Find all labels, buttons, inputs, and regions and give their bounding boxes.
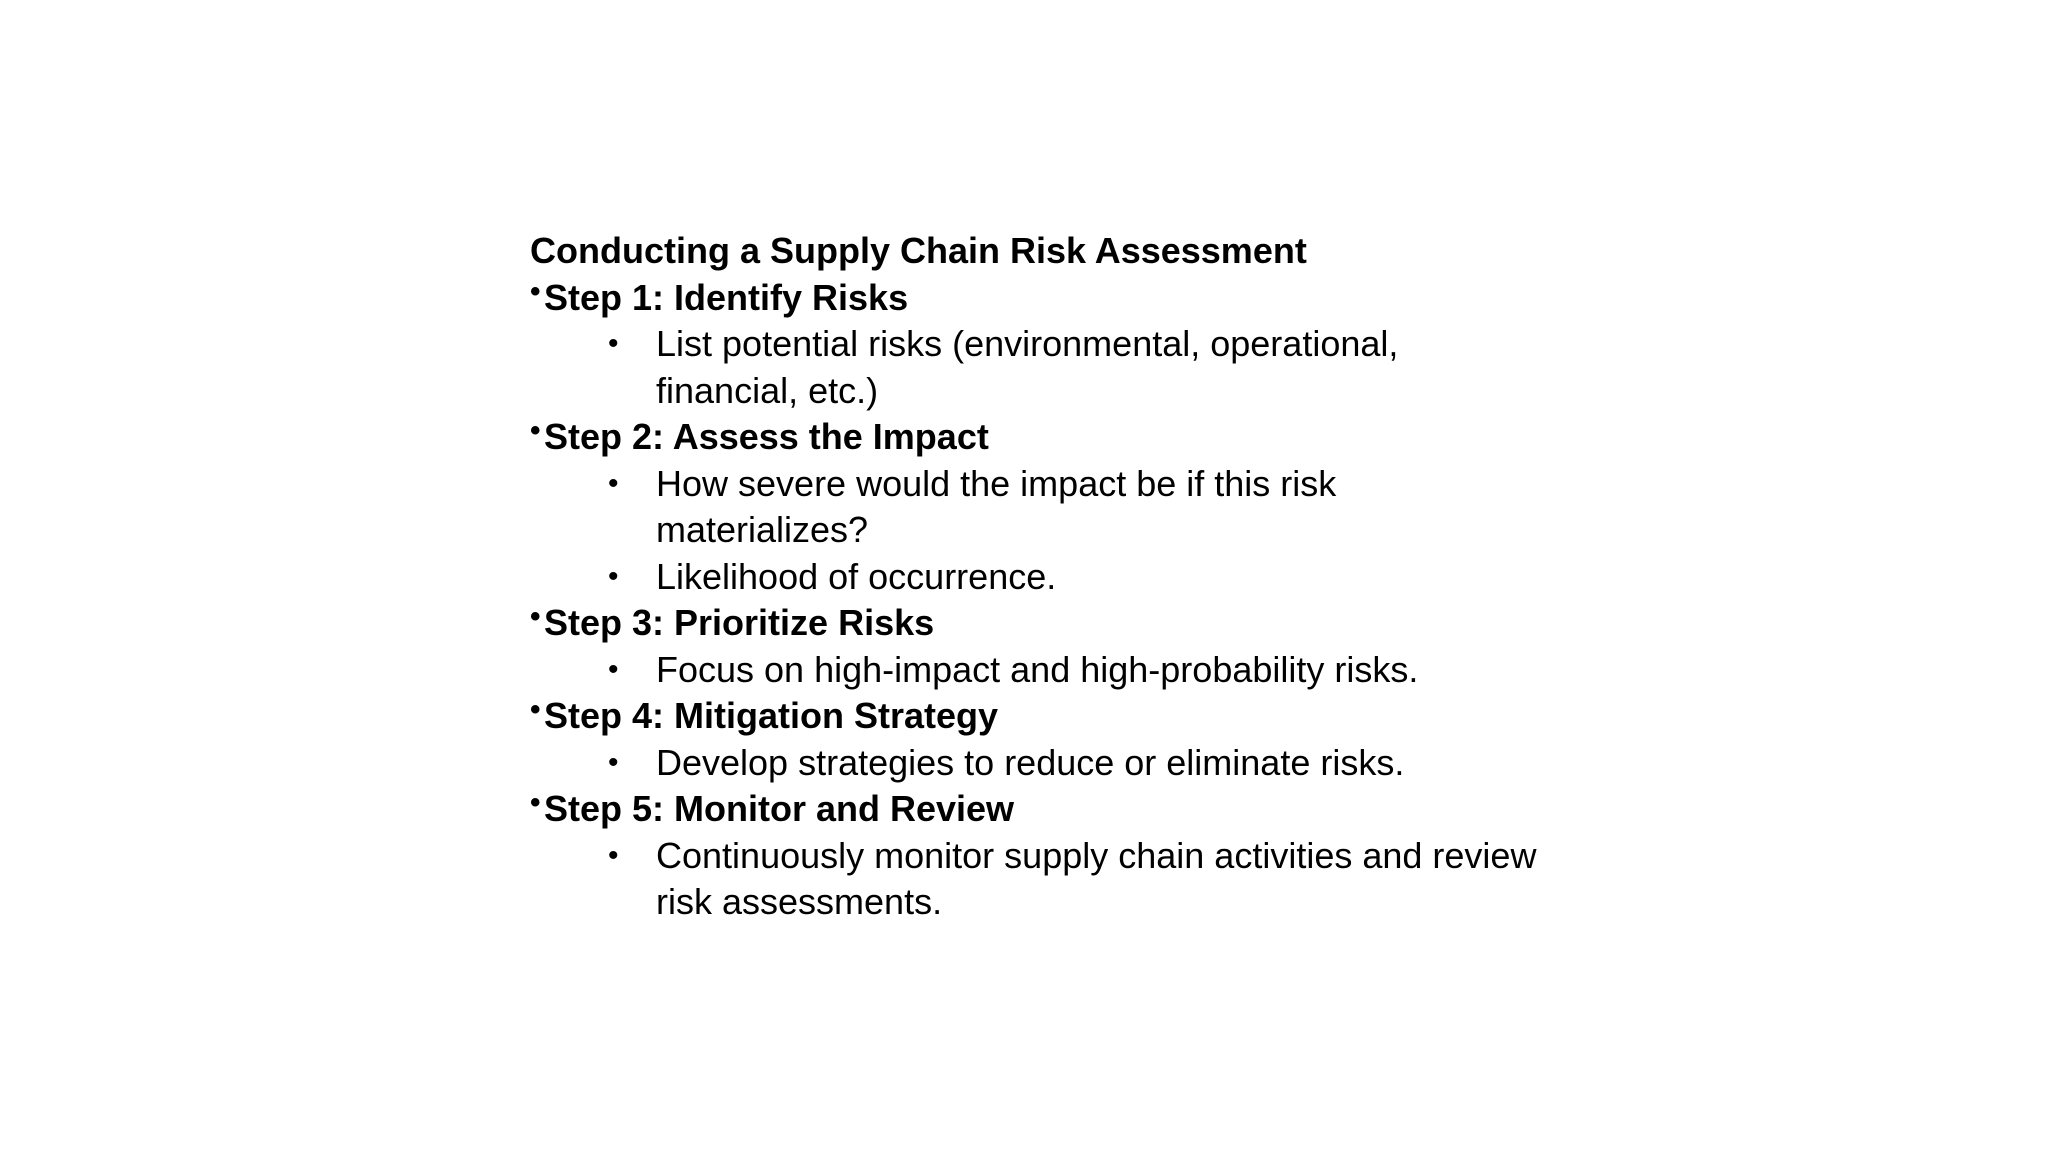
step-4 xyxy=(530,693,1540,740)
bullet-icon: • xyxy=(530,693,541,726)
step-label: Step 4: Mitigation Strategy xyxy=(544,695,999,736)
bullet-icon: • xyxy=(608,466,619,500)
step-4-item-1 xyxy=(530,740,1540,787)
step-1-item-1 xyxy=(530,321,1540,414)
bullet-icon: • xyxy=(530,600,541,633)
bullet-icon: • xyxy=(608,327,619,360)
step-2 xyxy=(530,414,1540,461)
bullet-icon: • xyxy=(530,274,541,308)
bullet-icon: • xyxy=(608,838,619,872)
step-5-item-1 xyxy=(530,833,1540,926)
step-label: Step 5: Monitor and Review xyxy=(544,788,1015,829)
bullet-icon: • xyxy=(608,745,619,779)
bullet-icon: • xyxy=(608,559,619,593)
step-2-item-2 xyxy=(530,554,1540,601)
bullet-icon: • xyxy=(530,414,541,447)
step-1 xyxy=(530,275,1540,322)
item-text: Focus on high-impact and high-probability risks. xyxy=(656,648,1419,690)
step-2-item-1 xyxy=(530,461,1540,554)
bullet-icon: • xyxy=(608,652,619,686)
item-text: How severe would the impact be if this risk materializes? xyxy=(656,462,1337,550)
item-text: List potential risks (environmental, operational, financial, etc.) xyxy=(656,323,1399,411)
slide-title: Conducting a Supply Chain Risk Assessment xyxy=(530,230,1307,271)
step-3 xyxy=(530,600,1540,647)
step-label: Step 3: Prioritize Risks xyxy=(544,602,935,643)
bullet-icon: • xyxy=(530,786,541,819)
step-3-item-1 xyxy=(530,647,1540,694)
step-5 xyxy=(530,786,1540,833)
step-label: Step 1: Identify Risks xyxy=(544,276,909,318)
item-text: Likelihood of occurrence. xyxy=(656,555,1057,597)
item-text: Develop strategies to reduce or eliminate risks. xyxy=(656,741,1405,783)
item-text: Continuously monitor supply chain activities and review risk assessments. xyxy=(656,834,1537,922)
slide-content xyxy=(530,228,1540,926)
step-label: Step 2: Assess the Impact xyxy=(544,416,989,457)
